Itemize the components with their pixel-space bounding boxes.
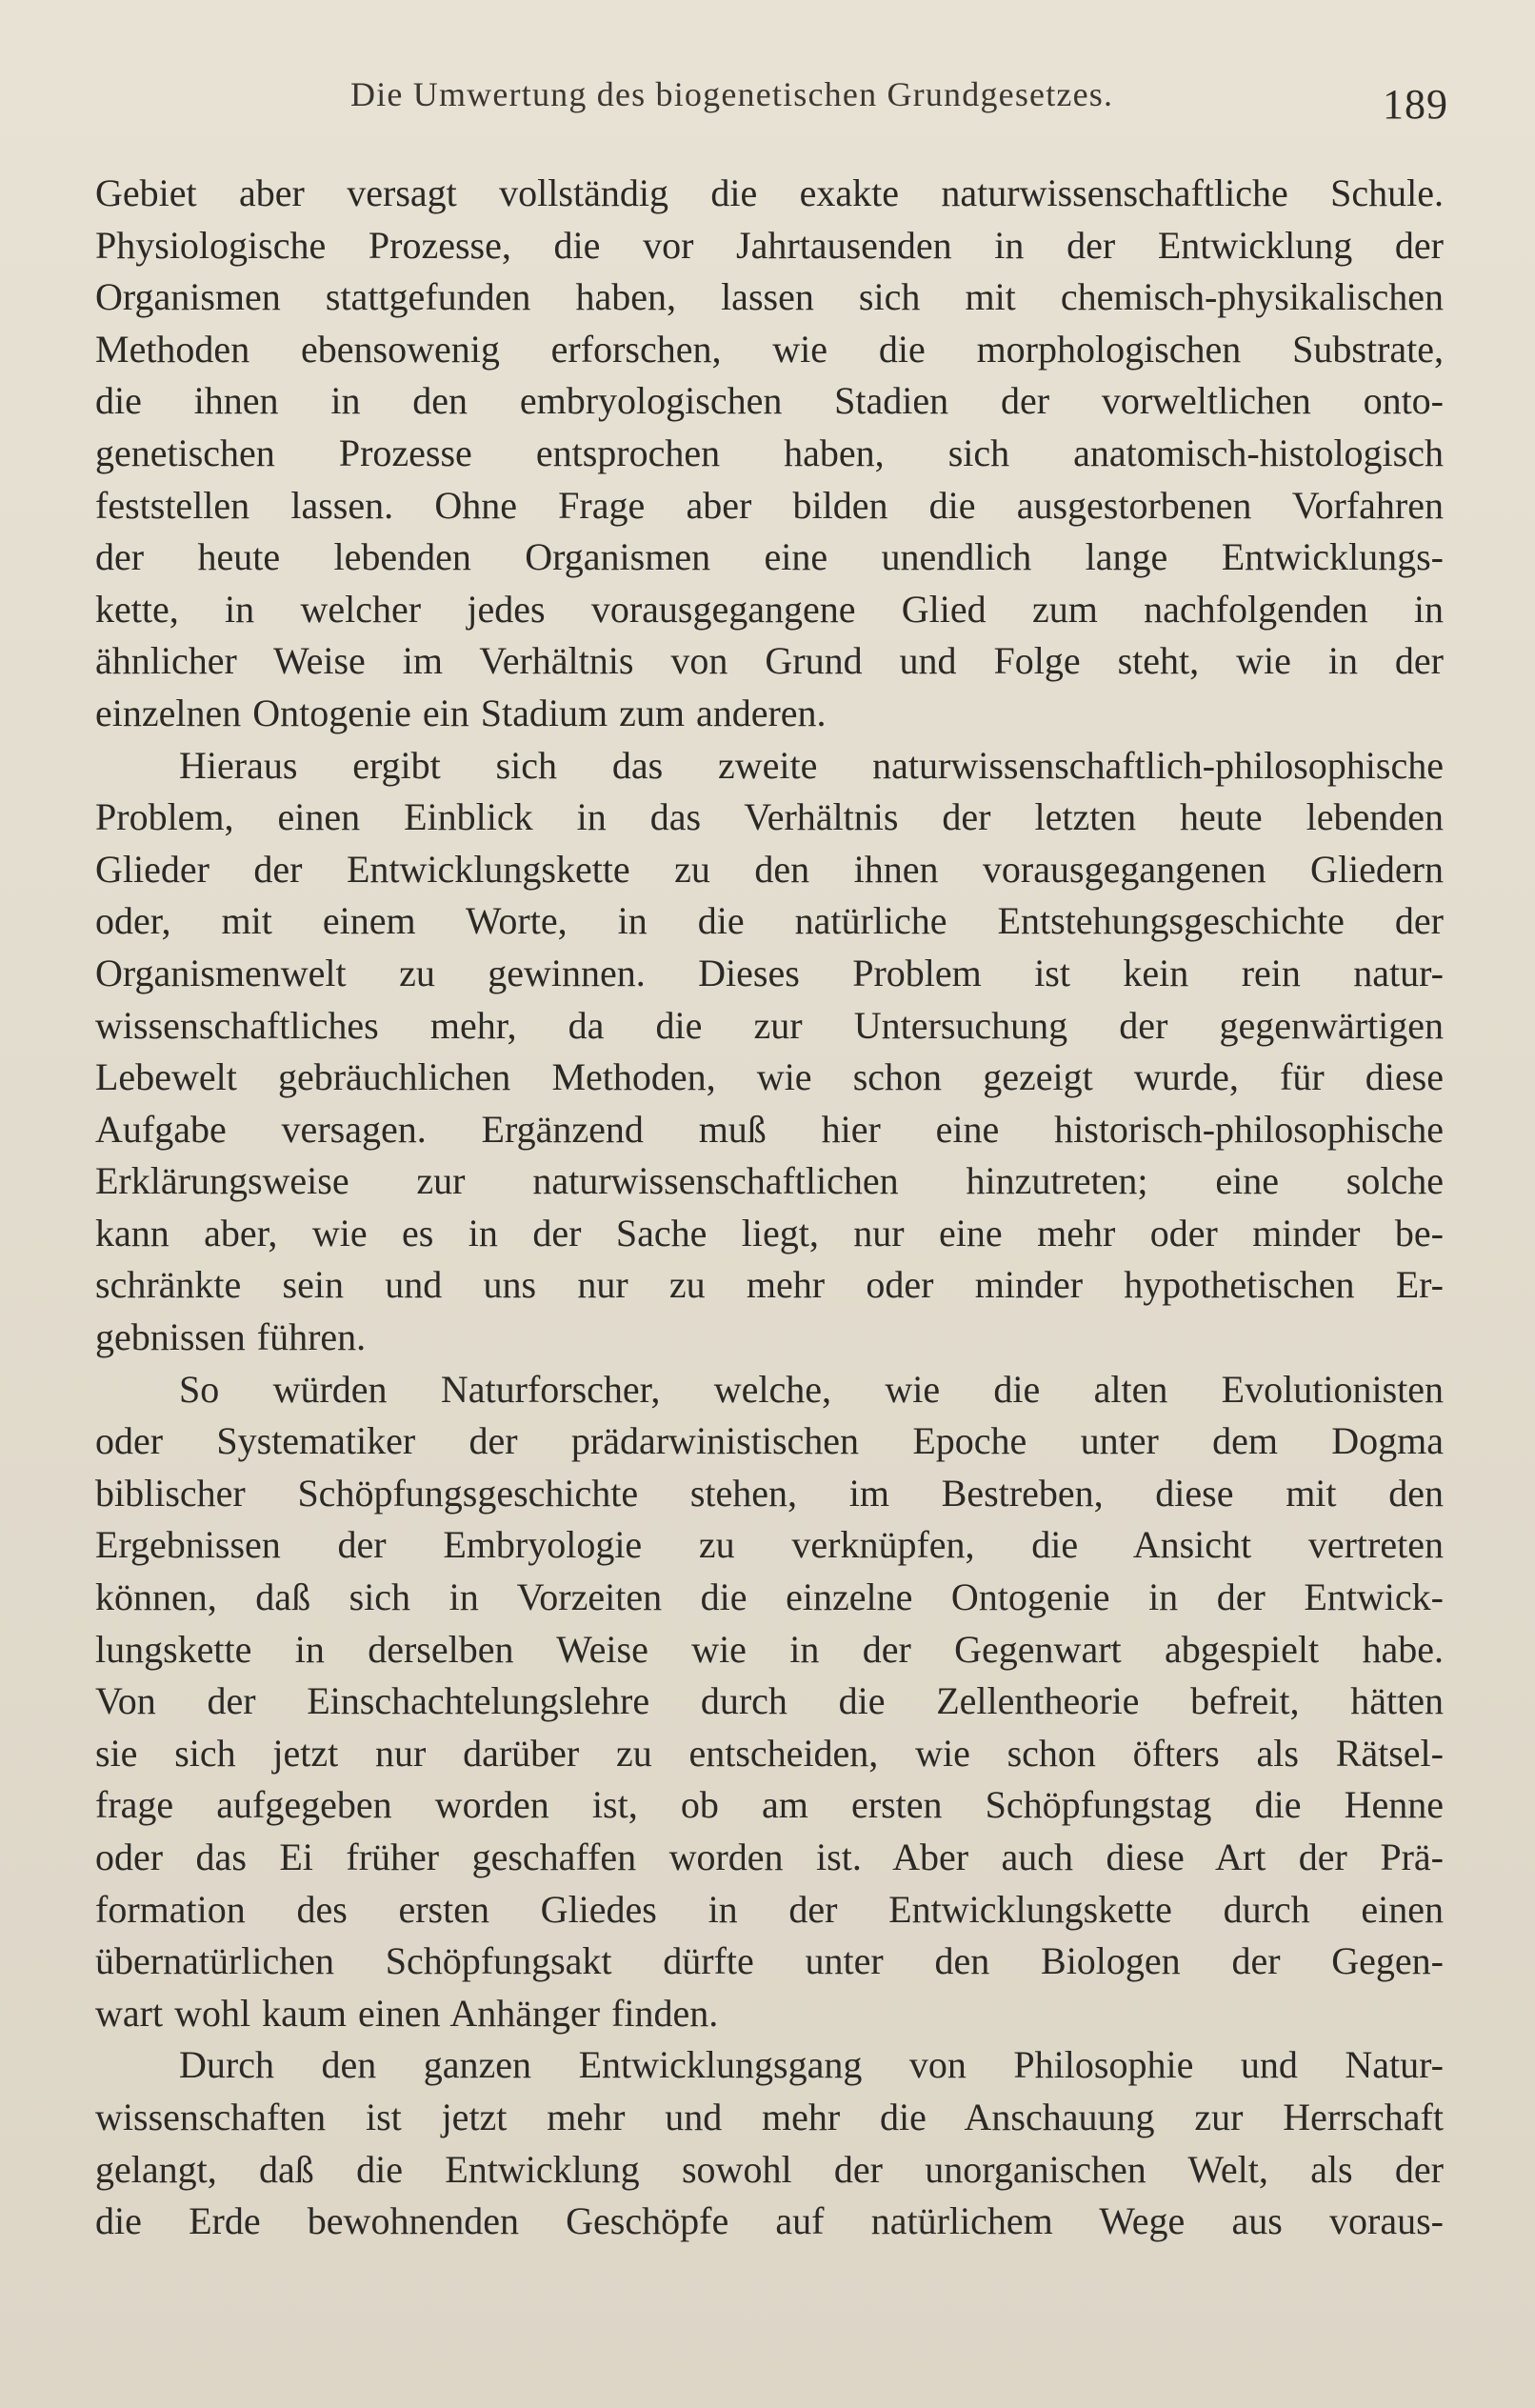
text-line: genetischen Prozesse entsprochen haben, sich anatomisch-histologisch (95, 431, 1444, 474)
text-line: Glieder der Entwicklungskette zu den ihnen vorausgegangenen Gliedern (95, 847, 1444, 891)
text-line: Physiologische Prozesse, die vor Jahrtausenden in der Entwicklung der (95, 223, 1444, 267)
running-title: Die Umwertung des biogenetischen Grundgesetzes. (350, 75, 1114, 113)
text-line: schränkte sein und uns nur zu mehr oder minder hypothetischen Er- (95, 1263, 1444, 1307)
text-line: gelangt, daß die Entwicklung sowohl der unorganischen Welt, als der (95, 2147, 1444, 2191)
text-line: Durch den ganzen Entwicklungsgang von Philosophie und Natur- (179, 2043, 1444, 2087)
text-line: frage aufgegeben worden ist, ob am ersten Schöpfungstag die Henne (95, 1783, 1444, 1827)
text-line: Organismenwelt zu gewinnen. Dieses Problem ist kein rein natur- (95, 951, 1444, 994)
page-number: 189 (1383, 81, 1448, 128)
text-line: biblischer Schöpfungsgeschichte stehen, im Bestreben, diese mit den (95, 1471, 1444, 1515)
text-line: gebnissen führen. (95, 1315, 367, 1359)
text-line: Methoden ebensowenig erforschen, wie die morphologischen Substrate, (95, 327, 1444, 371)
page-header (0, 74, 1535, 131)
text-line: der heute lebenden Organismen eine unendlich lange Entwicklungs- (95, 535, 1444, 579)
text-line: die Erde bewohnenden Geschöpfe auf natürlichem Wege aus voraus- (95, 2199, 1444, 2243)
text-line: Hieraus ergibt sich das zweite naturwissenschaftlich-philosophische (179, 743, 1444, 787)
text-line: Aufgabe versagen. Ergänzend muß hier eine historisch-philosophische (95, 1107, 1444, 1151)
text-line: Lebewelt gebräuchlichen Methoden, wie schon gezeigt wurde, für diese (95, 1055, 1444, 1099)
text-line: Problem, einen Einblick in das Verhältnis der letzten heute lebenden (95, 795, 1444, 839)
body-text (95, 168, 1444, 2248)
text-line: Erklärungsweise zur naturwissenschaftlichen hinzutreten; eine solche (95, 1159, 1444, 1203)
text-line: kette, in welcher jedes vorausgegangene Glied zum nachfolgenden in (95, 587, 1444, 631)
text-line: oder das Ei früher geschaffen worden ist. Aber auch diese Art der Prä- (95, 1836, 1444, 1878)
text-line: kann aber, wie es in der Sache liegt, nur eine mehr oder minder be- (95, 1211, 1444, 1254)
text-line: Von der Einschachtelungslehre durch die Zellentheorie befreit, hätten (95, 1679, 1444, 1723)
text-line: wissenschaftliches mehr, da die zur Untersuchung der gegenwärtigen (95, 1003, 1444, 1047)
text-line: können, daß sich in Vorzeiten die einzelne Ontogenie in der Entwick- (95, 1575, 1444, 1619)
text-line: ähnlicher Weise im Verhältnis von Grund und Folge steht, wie in der (95, 639, 1444, 683)
text-line: oder Systematiker der prädarwinistischen Epoche unter dem Dogma (95, 1419, 1444, 1463)
text-line: sie sich jetzt nur darüber zu entscheiden, wie schon öfters als Rätsel- (95, 1731, 1444, 1775)
text-line: einzelnen Ontogenie ein Stadium zum anderen. (95, 691, 827, 734)
text-line: wart wohl kaum einen Anhänger finden. (95, 1991, 719, 2035)
text-line: oder, mit einem Worte, in die natürliche Entstehungsgeschichte der (95, 899, 1444, 943)
text-line: Organismen stattgefunden haben, lassen sich mit chemisch-physikalischen (95, 275, 1444, 319)
text-line: Ergebnissen der Embryologie zu verknüpfen, die Ansicht vertreten (95, 1523, 1444, 1567)
text-line: lungskette in derselben Weise wie in der Gegenwart abgespielt habe. (95, 1627, 1444, 1671)
text-line: wissenschaften ist jetzt mehr und mehr die Anschauung zur Herrschaft (95, 2095, 1444, 2138)
text-line: Gebiet aber versagt vollständig die exakte naturwissenschaftliche Schule. (95, 171, 1444, 214)
text-line: feststellen lassen. Ohne Frage aber bilden die ausgestorbenen Vorfahren (95, 483, 1444, 527)
text-line: formation des ersten Gliedes in der Entwicklungskette durch einen (95, 1887, 1444, 1931)
text-line: die ihnen in den embryologischen Stadien der vorweltlichen onto- (95, 379, 1444, 423)
text-line: So würden Naturforscher, welche, wie die alten Evolutionisten (179, 1367, 1444, 1411)
text-line: übernatürlichen Schöpfungsakt dürfte unter den Biologen der Gegen- (95, 1939, 1444, 1983)
